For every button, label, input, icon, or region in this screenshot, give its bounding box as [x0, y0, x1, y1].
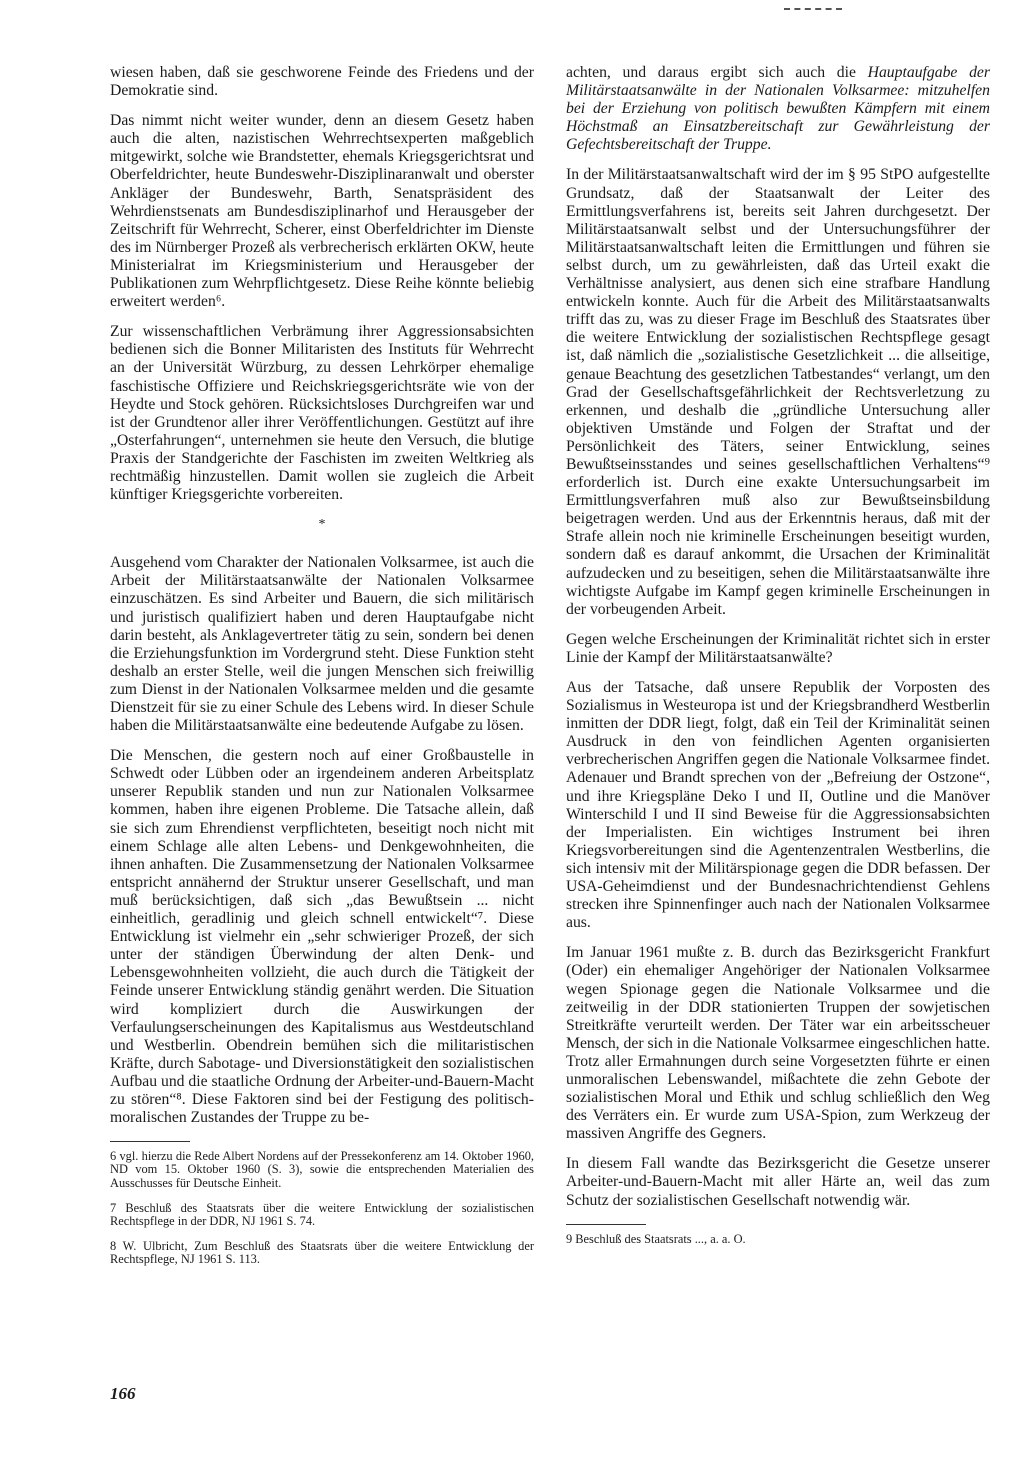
- paragraph: Das nimmt nicht weiter wunder, denn an diesem Gesetz haben auch die alten, nazistischen Wehrrechtsexperten maßgeblich mitgewirkt, solche wie Brandstetter, ehemals Kriegsgerichtsrat und Oberfeldrichter, heute Bundeswehr-Disziplinaranwalt und oberster Ankläger der Bundeswehr, Barth, Senatspräsident des Wehrdienstsenats am Bundesdisziplinarhof und Herausgeber der Zeitschrift für Wehrrecht, Scherer, einst Oberfeldrichter im Dienste des im Nürnberger Prozeß als verbrecherisch erklärten OKW, heute Ministerialrat im Kriegsministerium und Herausgeber der Publikationen zum Wehrpflichtgesetz. Diese Reihe könnte beliebig erweitert werden⁶.: [110, 112, 534, 311]
- page-number: 166: [110, 1384, 136, 1403]
- footnote: 7 Beschluß des Staatsrats über die weitere Entwicklung der sozialistischen Rechtspflege in der DDR, NJ 1961 S. 74.: [110, 1200, 534, 1228]
- paragraph: Im Januar 1961 mußte z. B. durch das Bezirksgericht Frankfurt (Oder) ein ehemaliger Angehöriger der Nationalen Volksarmee wegen Spionage gegen die Nationale Volksarmee und die zeitweilig in der DDR stationierten Truppen der sowjetischen Streitkräfte verurteilt werden. Der Täter war ein arbeitsscheuer Mensch, der sich in die Nationale Volksarmee eingeschlichen hatte. Trotz aller Ermahnungen durch seine Vorgesetzten führte er einen unmoralischen Lebenswandel, mißachtete die zehn Gebote der sozialistischen Moral und Ethik und schlug schließlich den Weg des Verräters ein. Er wurde zum USA-Spion, zum Werkzeug der massiven Angriffe des Gegners.: [566, 944, 990, 1143]
- paragraph: wiesen haben, daß sie geschworene Feinde des Friedens und der Demokratie sind.: [110, 64, 534, 100]
- footnote-rule: [566, 1224, 646, 1225]
- paragraph: Zur wissenschaftlichen Verbrämung ihrer Aggressionsabsichten bedienen sich die Bonner Militaristen des Instituts für Wehrrecht an der Universität Würzburg, zu dessen Lehrkörper ehemalige faschistische Offiziere und Reichskriegsgerichtsräte wie von der Heydte und Stock gehören. Rücksichtsloses Durchgreifen war und ist der Grundtenor aller ihrer Veröffentlichungen. Gestützt auf ihre „Osterfahrungen“, unternehmen sie heute den Versuch, die blutige Praxis der Standgerichte der Faschisten im zweiten Weltkrieg als rechtmäßig hinzustellen. Damit wollen sie zugleich die Arbeit künftiger Kriegsgerichte vorbereiten.: [110, 323, 534, 504]
- footnote: 9 Beschluß des Staatsrats ..., a. a. O.: [566, 1231, 746, 1246]
- footnote: 6 vgl. hierzu die Rede Albert Nordens auf der Pressekonferenz am 14. Oktober 1960, ND vom 15. Oktober 1960 (S. 3), sowie die entsprechenden Materialien des Ausschusses für Deutsche Einheit.: [110, 1149, 534, 1190]
- paragraph: In der Militärstaatsanwaltschaft wird der im § 95 StPO aufgestellte Grundsatz, daß der Staatsanwalt der Leiter des Ermittlungsverfahrens ist, bereits seit Jahren durchgesetzt. Der Militärstaatsanwalt selbst und der Untersuchungsführer der Militärstaatsanwaltschaft leiten die Ermittlungen und führen sie selbst durch, um zu gewährleisten, daß das Urteil exakt die Verhältnisse analysiert, aus denen sich eine strafbare Handlung entwickeln konnte. Auch für die Arbeit des Militärstaatsanwalts trifft das zu, was zu dieser Frage im Beschluß des Staatsrates über die weitere Entwicklung der sozialistischen Rechtspflege gesagt ist, daß nämlich die „sozialistische Gesetzlichkeit ... die allseitige, genaue Beachtung des gesetzlichen Tatbestandes“ verlangt, um den Grad der Gesellschaftsgefährlichkeit der Rechtsverletzung zu erkennen, und deshalb die „gründliche Untersuchung aller objektiven Umstände und Folgen der Straftat und der Persönlichkeit des Täters, seiner Entwicklung, seines Bewußtseinsstandes und seines gesellschaftlichen Verhaltens“⁹ erforderlich ist. Durch eine exakte Untersuchungsarbeit im Ermittlungsverfahren muß also zur Bewußtseinsbildung beigetragen werden. Und aus der Erkenntnis heraus, daß mit der Strafe allein noch nie kriminelle Erscheinungen beseitigt wurden, sondern daß es darauf ankommt, die Ursachen der Kriminalität aufzudecken und zu beseitigen, sehen die Militärstaatsanwälte ihre wichtigste Aufgabe im Kampf gegen kriminelle Erscheinungen in der vorbeugenden Arbeit.: [566, 166, 990, 618]
- paragraph: Aus der Tatsache, daß unsere Republik der Vorposten des Sozialismus in Westeuropa ist und der Kriegsbrandherd Westberlin inmitten der DDR liegt, folgt, daß ein Teil der Kriminalität seinen Ausdruck in den von feindlichen Agenten organisierten verbrecherischen Angriffen gegen die Nationale Volksarmee findet. Adenauer und Brandt sprechen von der „Befreiung der Ostzone“, und ihre Kriegspläne Deko I und II, Outline und die Manöver Winterschild I und II sind Beweise für die Aggressionsabsichten der Imperialisten. Ein wichtiges Instrument bei ihren Kriegsvorbereitungen sind die Agentenzentralen Westberlins, die sich intensiv mit der Militärspionage gegen die DDR befassen. Der USA-Geheimdienst und der Bundesnachrichtendienst Gehlens strecken ihre Spinnenfinger auch nach der Nationalen Volksarmee aus.: [566, 679, 990, 932]
- right-column: [566, 64, 990, 1258]
- scan-mark: [784, 8, 842, 13]
- paragraph: In diesem Fall wandte das Bezirksgericht die Gesetze unserer Arbeiter-und-Bauern-Macht mit aller Härte an, weil das zum Schutz der sozialistischen Gesellschaft notwendig wär.: [566, 1155, 990, 1209]
- footnote-rule: [110, 1141, 190, 1142]
- question-paragraph: Gegen welche Erscheinungen der Kriminalität richtet sich in erster Linie der Kampf der Militärstaatsanwälte?: [566, 630, 990, 666]
- emphasis-text: Hauptaufgabe der Militärstaatsanwälte in der Nationalen Volksarmee: mitzuhelfen bei der Erziehung von politisch bewußten Kämpfern mit einem Höchstmaß an Einsatzbereitschaft zur Gewährleistung der Gefechtsbereitschaft der Truppe.: [566, 64, 991, 154]
- paragraph: Ausgehend vom Charakter der Nationalen Volksarmee, ist auch die Arbeit der Militärstaatsanwälte der Nationalen Volksarmee einzuschätzen. Es sind Arbeiter und Bauern, die sich militärisch und juristisch qualifiziert haben und deren Hauptaufgabe nicht darin besteht, als Anklagevertreter tätig zu sein, sondern bei denen die Erziehungsfunktion im Vordergrund steht. Diese Funktion steht deshalb an erster Stelle, weil die jungen Menschen sich freiwillig zum Dienst in der Nationalen Volksarmee melden und die gesamte Dienstzeit für sie zu einer Schule des Lebens wird. In dieser Schule haben die Militärstaatsanwälte eine bedeutende Aufgabe zu lösen.: [110, 554, 534, 735]
- paragraph: Die Menschen, die gestern noch auf einer Großbaustelle in Schwedt oder Lübben oder an irgendeinem anderen Arbeitsplatz unserer Republik standen und nun zur Nationalen Volksarmee kommen, haben ihre eigenen Probleme. Die Tatsache allein, daß sie sich zum Ehrendienst verpflichteten, beseitigt noch nicht mit einem Schlage alle alten Lebens- und Denkgewohnheiten, die ihnen anhaften. Die Zusammensetzung der Nationalen Volksarmee entspricht annähernd der Struktur unserer Gesellschaft, und man muß berücksichtigen, daß sich „das Bewußtsein ... nicht einheitlich, geradlinig und gleich schnell entwickelt“⁷. Diese Entwicklung ist vielmehr ein „sehr schwieriger Prozeß, der sich unter der ständigen Überwindung der alten Denk- und Lebensgewohnheiten vollzieht, die auch durch die Tätigkeit der Feinde unserer Entwicklung ständig genährt werden. Die Situation wird kompliziert durch die Auswirkungen der Verfaulungserscheinungen des Kapitalismus aus Westdeutschland und Westberlin. Obendrein bemühen sich die militaristischen Kräfte, durch Sabotage- und Diversionstätigkeit den sozialistischen Aufbau und die staatliche Ordnung der Arbeiter-und-Bauern-Macht zu stören“⁸. Diese Faktoren sind bei der Festigung des politisch-moralischen Zustandes der Truppe zu be-: [110, 747, 534, 1127]
- paragraph: [566, 64, 990, 154]
- footnote: 8 W. Ulbricht, Zum Beschluß des Staatsrats über die weitere Entwicklung der Rechtspflege, NJ 1961 S. 113.: [110, 1239, 534, 1267]
- paragraph-text: achten, und daraus ergibt sich auch die: [566, 64, 868, 81]
- left-column: [110, 64, 534, 1279]
- section-separator: *: [318, 517, 326, 533]
